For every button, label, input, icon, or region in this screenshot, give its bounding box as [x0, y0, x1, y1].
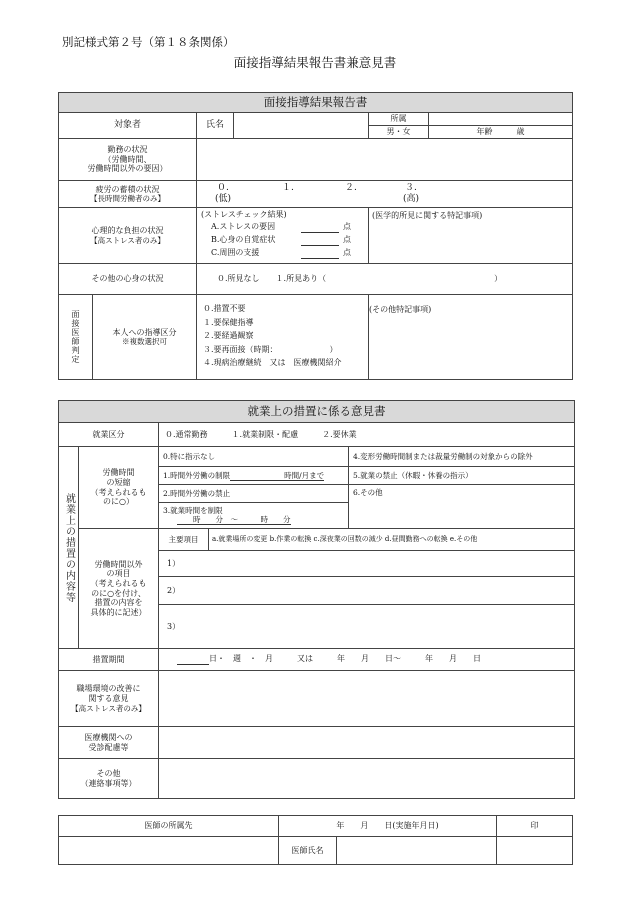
medical-opinion-field[interactable] — [369, 208, 573, 264]
period-label: 措置期間 — [59, 649, 159, 671]
doctor-name-label: 医師氏名 — [279, 837, 337, 865]
fatigue-0[interactable]: ０. — [217, 183, 229, 193]
affiliation-field[interactable] — [429, 113, 573, 126]
subject-label: 対象者 — [59, 113, 197, 139]
work-measures-opinion-table — [58, 400, 575, 799]
stress-item-a: A.ストレスの要因 — [211, 222, 276, 231]
guidance-opt-1[interactable]: １.要保健指導 — [203, 317, 254, 327]
main-items-label: 主要項目 — [159, 529, 209, 551]
seal-label: 印 — [497, 816, 573, 837]
name-label: 氏名 — [197, 113, 234, 139]
fatigue-low-label: (低) — [215, 194, 232, 204]
guidance-opt-3[interactable]: ３.要再面接（時期： ） — [203, 344, 338, 354]
affiliation-label: 所属 — [369, 113, 429, 126]
opinion-title: 就業上の措置に係る意見書 — [59, 401, 575, 423]
fatigue-label: 疲労の蓄積の状況 【長時間労働者のみ】 — [59, 181, 197, 208]
fatigue-1[interactable]: １. — [282, 183, 294, 193]
hours-opt-1[interactable]: 1.時間外労働の制限 時間/月まで — [159, 467, 349, 485]
other-status-field[interactable]: ０.所見なし １.所見あり（ ） — [197, 264, 573, 295]
hours-opt-6[interactable]: 6.その他 — [349, 485, 575, 529]
stress-a-blank[interactable] — [301, 232, 339, 233]
form-number: 別記様式第２号（第１８条関係） — [62, 35, 235, 49]
other-status-label: その他の心身の状況 — [59, 264, 197, 295]
doctor-affiliation-field[interactable] — [59, 837, 279, 865]
measures-vertical-label: 就業上の措置の内容等 — [59, 447, 79, 649]
guidance-opt-0[interactable]: ０.措置不要 — [203, 304, 246, 313]
measure-item-2[interactable]: 2） — [159, 577, 575, 605]
report-title: 面接指導結果報告書 — [59, 93, 573, 113]
fatigue-scale[interactable] — [197, 181, 573, 208]
other-notes-label: (その他特記事項) — [369, 305, 432, 314]
clinic-referral-label: 医療機関への 受診配慮等 — [59, 727, 159, 759]
hours-opt-5[interactable]: 5.就業の禁止（休暇・休養の指示） — [349, 467, 575, 485]
stress-item-b: B.心身の自覚症状 — [211, 235, 276, 244]
guidance-options[interactable] — [197, 295, 369, 380]
non-hours-label: 労働時間以外 の項目 （考えられるも のに○を付け、 措置の内容を 具体的に記述） — [79, 529, 159, 649]
env-improvement-label: 職場環境の改善に 関する意見 【高ストレス者のみ】 — [59, 671, 159, 727]
stress-c-blank[interactable] — [301, 258, 339, 259]
judgment-label: 面接医師判定 — [59, 295, 93, 380]
measure-item-1[interactable]: 1） — [159, 551, 575, 577]
point-unit: 点 — [343, 248, 351, 257]
stress-check-label: (ストレスチェック結果) — [201, 210, 287, 219]
stress-b-blank[interactable] — [301, 245, 339, 246]
other-notes-opinion-field[interactable] — [159, 759, 575, 799]
mental-label: 心理的な負担の状況 【高ストレス者のみ】 — [59, 208, 197, 264]
stress-item-c: C.周囲の支援 — [211, 248, 260, 257]
fatigue-2[interactable]: ２. — [345, 183, 357, 193]
interview-report-table — [58, 92, 573, 380]
guidance-opt-4[interactable]: ４.現病治療継続 又は 医療機関紹介 — [203, 358, 342, 367]
stress-check-field[interactable] — [197, 208, 369, 264]
period-field[interactable]: 日・ 週 ・ 月 又は 年 月 日～ 年 月 日 — [159, 649, 575, 671]
doctor-name-field[interactable] — [337, 837, 497, 865]
document-title: 面接指導結果報告書兼意見書 — [233, 55, 397, 70]
work-class-label: 就業区分 — [59, 423, 159, 447]
guidance-opt-2[interactable]: ２.要経過観察 — [203, 331, 254, 340]
work-status-label: 勤務の状況 （労働時間、 労働時間以外の要因） — [59, 139, 197, 181]
other-notes-opinion-label: その他 （連絡事項等） — [59, 759, 159, 799]
implementation-date[interactable]: 年 月 日(実施年月日) — [279, 816, 497, 837]
other-notes-field[interactable] — [369, 295, 573, 380]
env-improvement-field[interactable] — [159, 671, 575, 727]
main-items-list[interactable]: a.就業場所の変更 b.作業の転換 c.深夜業の回数の減少 d.昼間勤務への転換 e.その他 — [209, 529, 575, 551]
name-field[interactable] — [234, 113, 369, 139]
age-field[interactable]: 年齢 歳 — [429, 126, 573, 139]
hours-label: 労働時間 の短縮 （考えられるも のに○） — [79, 447, 159, 529]
work-status-field[interactable] — [197, 139, 573, 181]
medical-opinion-label: (医学的所見に関する特記事項) — [372, 211, 483, 220]
hours-opt-2[interactable]: 2.時間外労働の禁止 — [159, 485, 349, 503]
guidance-label: 本人への指導区分 ※複数選択可 — [93, 295, 197, 380]
fatigue-3[interactable]: ３. — [405, 183, 417, 193]
clinic-referral-field[interactable] — [159, 727, 575, 759]
fatigue-high-label: (高) — [403, 194, 420, 204]
doctor-info-table — [58, 815, 573, 865]
point-unit: 点 — [343, 222, 351, 231]
seal-field[interactable] — [497, 837, 573, 865]
doctor-affiliation-label: 医師の所属先 — [59, 816, 279, 837]
hours-opt-3[interactable]: 3.就業時間を制限 時 分 ～ 時 分 — [159, 503, 349, 529]
hours-opt-0[interactable]: 0.特に指示なし — [159, 447, 349, 467]
hours-opt-4[interactable]: 4.変形労働時間制または裁量労働制の対象からの除外 — [349, 447, 575, 467]
sex-field[interactable]: 男・女 — [369, 126, 429, 139]
measure-item-3[interactable]: 3） — [159, 605, 575, 649]
work-class-options[interactable]: ０.通常勤務 １.就業制限・配慮 ２.要休業 — [159, 423, 575, 447]
point-unit: 点 — [343, 235, 351, 244]
